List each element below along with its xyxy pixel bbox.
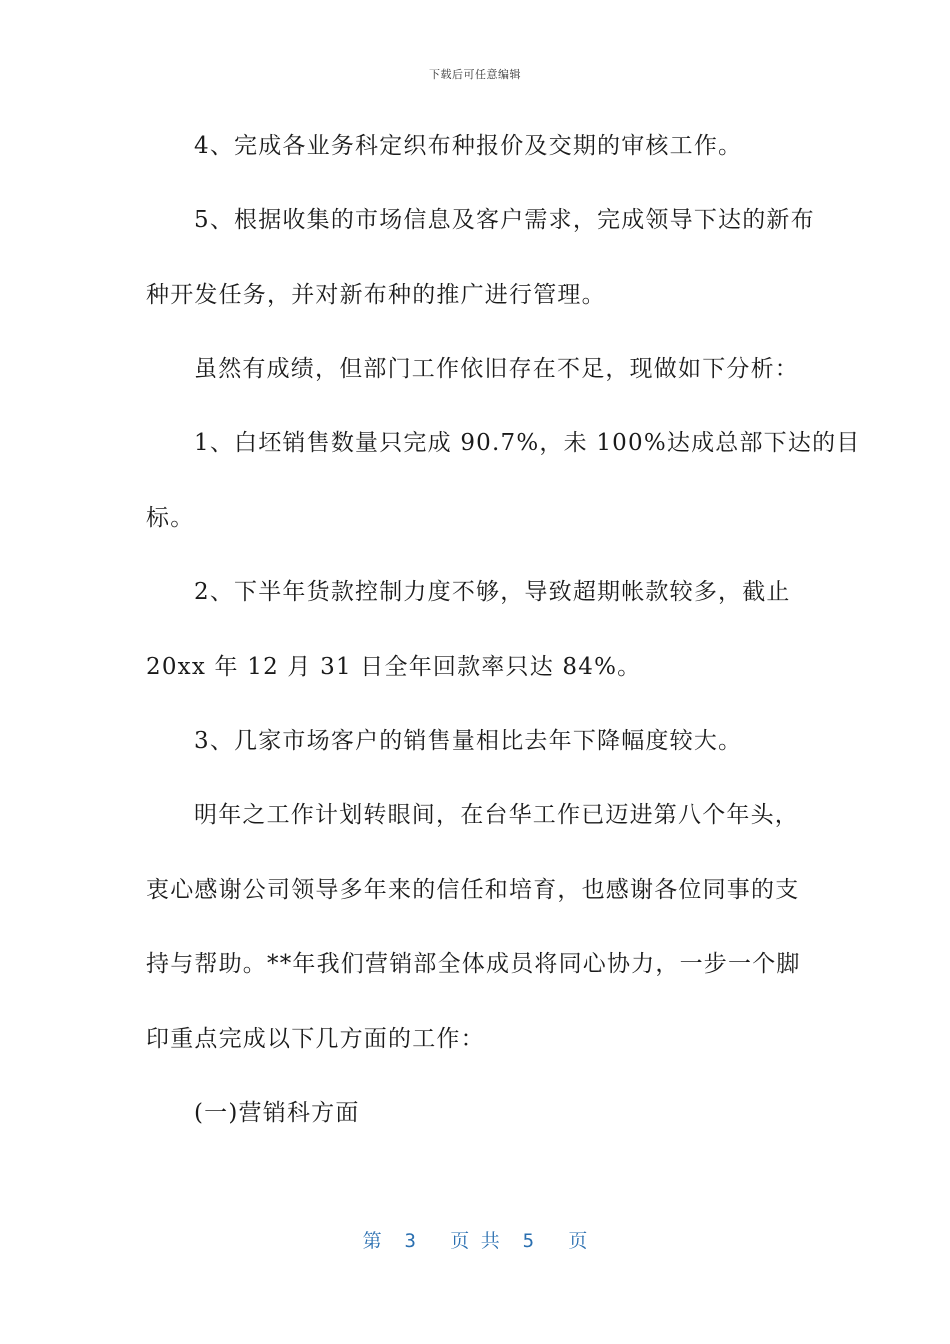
paragraph-line: 4、完成各业务科定织布种报价及交期的审核工作。 <box>194 133 743 159</box>
page-header-note: 下载后可任意编辑 <box>429 68 521 81</box>
paragraph-line: 5、根据收集的市场信息及客户需求，完成领导下达的新布 <box>194 207 815 233</box>
paragraph-line: 虽然有成绩，但部门工作依旧存在不足，现做如下分析： <box>194 356 799 382</box>
paragraph-line: 20xx 年 12 月 31 日全年回款率只达 84%。 <box>146 654 642 680</box>
paragraph-line: 持与帮助。**年我们营销部全体成员将同心协力，一步一个脚 <box>146 951 801 977</box>
paragraph-line: 标。 <box>146 505 195 531</box>
section-heading: (一)营销科方面 <box>194 1100 360 1126</box>
paragraph-line: 1、白坯销售数量只完成 90.7%，未 100%达成总部下达的目 <box>194 430 861 456</box>
paragraph-line: 明年之工作计划转眼间，在台华工作已迈进第八个年头， <box>194 802 799 828</box>
paragraph-line: 3、几家市场客户的销售量相比去年下降幅度较大。 <box>194 728 743 754</box>
paragraph-line: 印重点完成以下几方面的工作： <box>146 1026 485 1052</box>
paragraph-line: 衷心感谢公司领导多年来的信任和培育，也感谢各位同事的支 <box>146 877 800 903</box>
paragraph-line: 2、下半年货款控制力度不够，导致超期帐款较多，截止 <box>194 579 791 605</box>
paragraph-line: 种开发任务，并对新布种的推广进行管理。 <box>146 282 606 308</box>
page-number-indicator: 第 3 页 共 5 页 <box>362 1230 588 1252</box>
